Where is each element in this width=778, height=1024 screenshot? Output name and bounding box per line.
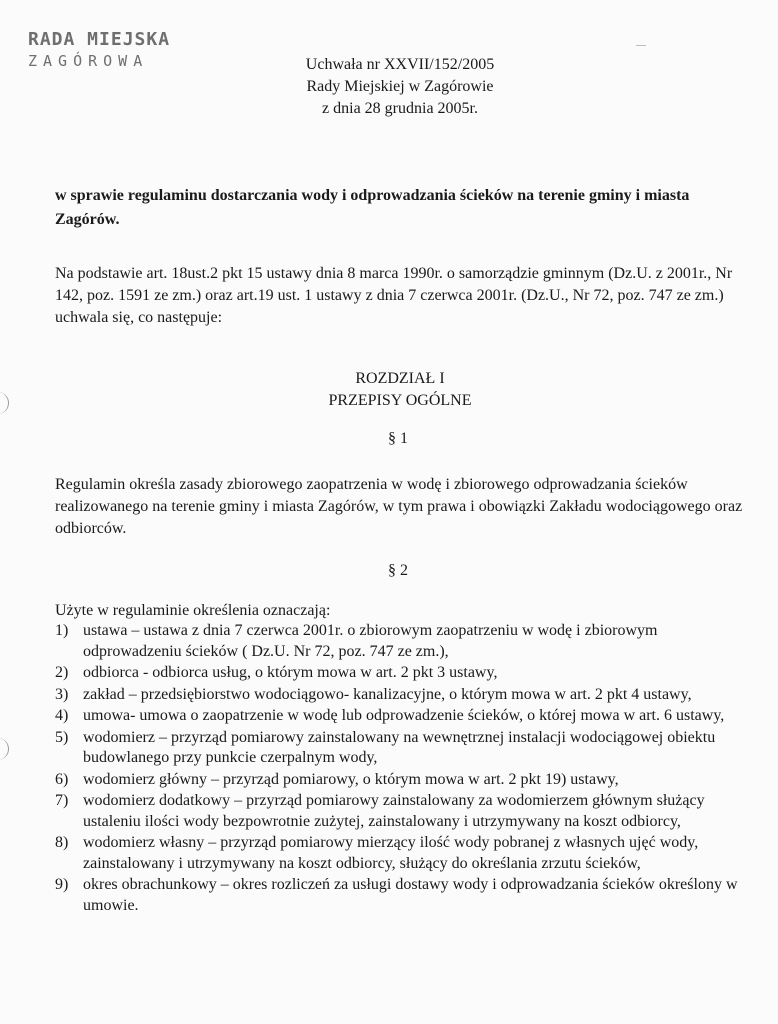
stamp-line-2: ZAGÓROWA (28, 51, 149, 70)
legal-basis: Na podstawie art. 18ust.2 pkt 15 ustawy dnia 8 marca 1990r. o samorządzie gminnym (Dz.U. z 2001r., Nr 142, poz. 1591 ze zm.) oraz art.19 ust. 1 ustawy z dnia 7 czerwca 2001r. (Dz.U., Nr 72, poz. 747 ze zm.) uchwala się, co następuje: (55, 265, 733, 326)
list-item-number: 8) (55, 834, 69, 851)
list-item-text: wodomierz dodatkowy – przyrząd pomiarowy zainstalowany za wodomierzem głównym służący ustaleniu ilości wody bezpowrotnie zużytej, zainstalowany i utrzymywany na koszt odbiorcy, (83, 792, 705, 830)
council-stamp (28, 30, 170, 70)
list-item (55, 833, 745, 874)
list-item (55, 621, 745, 662)
list-item-number: 4) (55, 707, 69, 724)
list-item (55, 706, 745, 727)
section-1-sign: § 1 (388, 430, 408, 447)
list-item (55, 875, 745, 916)
list-item-text: ustawa – ustawa z dnia 7 czerwca 2001r. o zbiorowym zaopatrzeniu w wodę i zbiorowym odprowadzeniu ścieków ( Dz.U. Nr 72, poz. 747 ze zm.), (83, 622, 658, 660)
stamp-line-1: RADA MIEJSKA (28, 29, 171, 50)
list-item (55, 728, 745, 769)
list-item (55, 791, 745, 832)
section-2-intro: Użyte w regulaminie określenia oznaczają: (55, 602, 331, 619)
resolution-title: w sprawie regulaminu dostarczania wody i odprowadzania ścieków na terenie gminy i miasta Zagórów. (55, 187, 690, 228)
resolution-number: Uchwała nr XXVII/152/2005 (305, 56, 495, 73)
resolution-date: z dnia 28 grudnia 2005r. (322, 100, 478, 117)
list-item (55, 663, 745, 684)
section-1-text: Regulamin określa zasady zbiorowego zaopatrzenia w wodę i zbiorowego odprowadzania ścieków realizowanego na terenie gminy i miasta Zagórów, w tym prawa i obowiązki Zakładu wodociągowego oraz odbiorców. (55, 476, 743, 537)
list-item-text: okres obrachunkowy – okres rozliczeń za usługi dostawy wody i odprowadzania ścieków określony w umowie. (83, 876, 738, 914)
list-item-number: 5) (55, 728, 69, 746)
list-item (55, 685, 745, 706)
list-item-number: 6) (55, 770, 69, 788)
list-item-text: zakład – przedsiębiorstwo wodociągowo- kanalizacyjne, o którym mowa w art. 2 pkt 4 ustawy, (83, 685, 692, 703)
council-name: Rady Miejskiej w Zagórowie (306, 78, 494, 95)
list-item-number: 9) (55, 876, 69, 893)
chapter-number: ROZDZIAŁ I (355, 370, 445, 387)
chapter-heading (200, 368, 600, 412)
list-item-text: wodomierz – przyrząd pomiarowy zainstalowany na wewnętrznej instalacji wodociągowej obiektu budowlanego przy punkcie czerpalnym wody, (83, 728, 716, 766)
list-item-text: odbiorca - odbiorca usług, o którym mowa w art. 2 pkt 3 ustawy, (83, 664, 498, 681)
list-item-text: umowa- umowa o zaopatrzenie w wodę lub odprowadzenie ścieków, o której mowa w art. 6 ustawy, (83, 707, 725, 724)
list-item-number: 1) (55, 622, 69, 639)
punch-hole-mark (0, 392, 9, 414)
list-item-number: 3) (55, 685, 69, 703)
chapter-title: PRZEPISY OGÓLNE (328, 392, 472, 409)
list-item-number: 2) (55, 664, 69, 681)
list-item (55, 770, 745, 791)
list-item-text: wodomierz główny – przyrząd pomiarowy, o którym mowa w art. 2 pkt 19) ustawy, (83, 770, 619, 788)
definitions-list (55, 621, 745, 917)
punch-hole-mark (0, 738, 9, 760)
resolution-header (250, 54, 550, 120)
list-item-text: wodomierz własny – przyrząd pomiarowy mierzący ilość wody pobranej z własnych ujęć wody, zainstalowany i utrzymywany na koszt odbiorcy, służący do określania zrzutu ścieków, (83, 834, 699, 872)
scan-mark (636, 45, 646, 46)
list-item-number: 7) (55, 792, 69, 809)
section-2-sign: § 2 (388, 562, 408, 579)
